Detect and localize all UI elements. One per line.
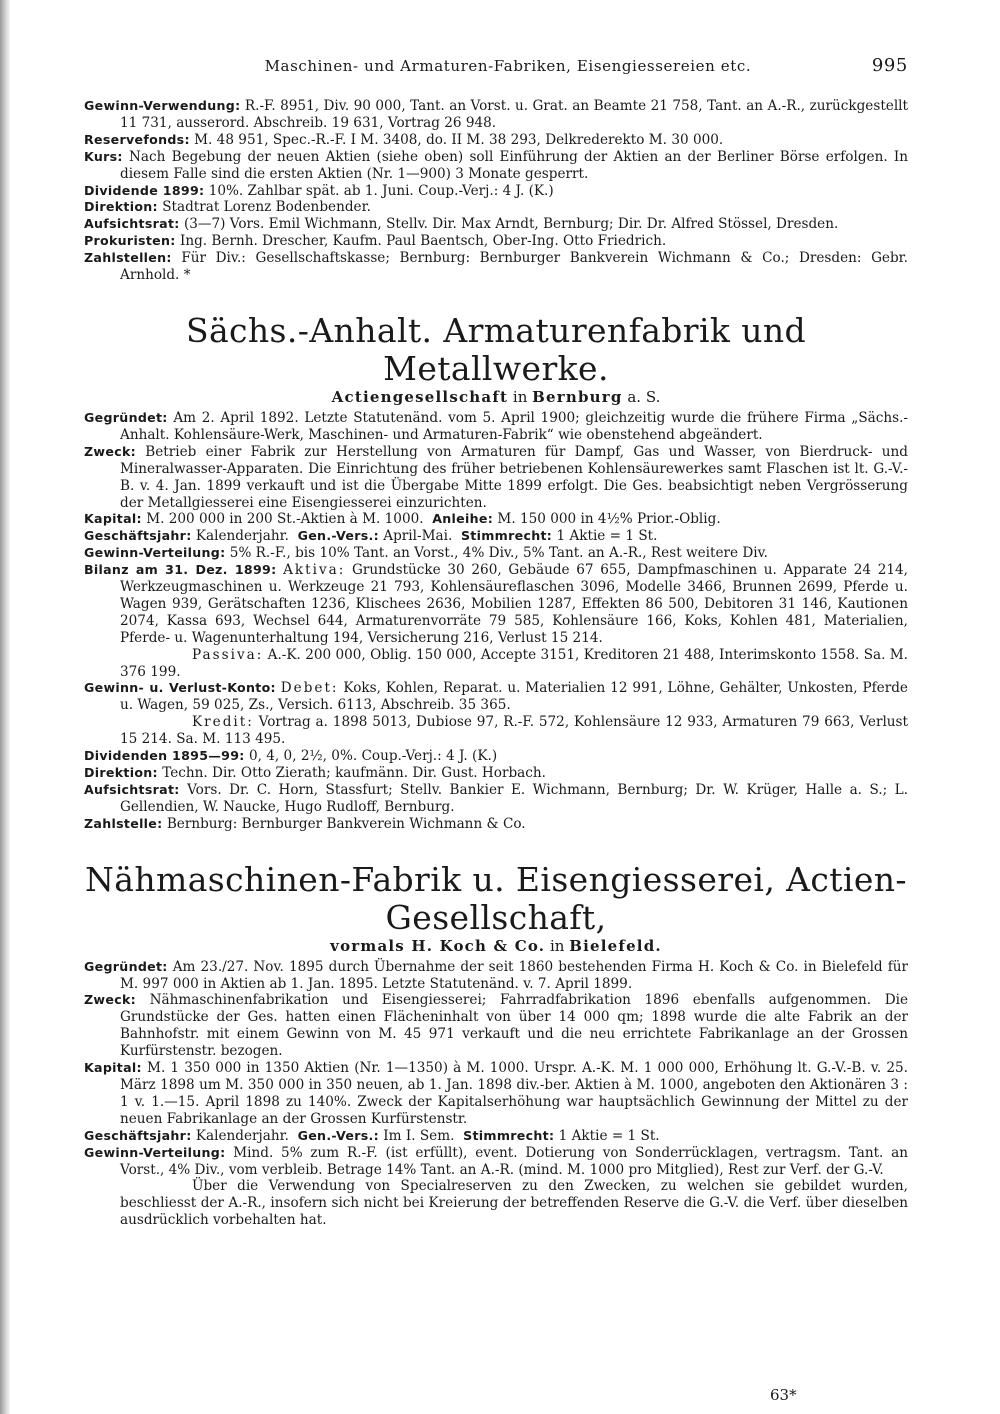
firm-legal-form: Actiengesellschaft	[331, 387, 509, 406]
entry-label: Gen.-Vers.:	[297, 1127, 379, 1143]
entry-text: Ing. Bernh. Drescher, Kaufm. Paul Baentsch, Ober-Ing. Otto Friedrich.	[179, 233, 667, 250]
entry-text: 10%. Zahlbar spät. ab 1. Juni. Coup.-Verj.: 4 J. (K.)	[208, 182, 554, 199]
entry-text: M. 1 350 000 in 1350 Aktien (Nr. 1—1350) à M. 1000. Urspr. A.-K. M. 1 000 000, Erhöhung lt. G.-V.-B. v. 25. März 1898 um M. 350 000 in 350 neuen, ab 1. Jan. 1898 div.-ber. Aktien à M. 1000, angeboten den Aktionären 3 : 1 v. 1.—15. April 1898 zu 140%. Zweck der Kapitalserhöhung war hauptsächlich Gewinnung der Mittel zu der neuen Fabrikanlage an der Grossen Kurfürstenstr.	[120, 1060, 909, 1127]
entry-text: Koks, Kohlen, Reparat. u. Materialien 12 991, Löhne, Gehälter, Unkosten, Pferde u. Wagen, 59 025, Zs., Versich. 6113, Abschreib. 35 365.	[120, 680, 908, 714]
entry-label: Gewinn-Verteilung:	[84, 545, 226, 561]
entry-text: 0, 4, 0, 2½, 0%. Coup.-Verj.: 4 J. (K.)	[248, 748, 498, 765]
cont-entry	[84, 199, 908, 216]
signature-mark: 63*	[770, 1386, 797, 1404]
entry-label: Stimmrecht:	[463, 1127, 555, 1143]
passiva-label: Passiva:	[192, 646, 264, 663]
firm-seat-suffix: a. S.	[627, 387, 661, 406]
firm1-direktion	[84, 765, 908, 782]
entry-text: Kalenderjahr.	[195, 1127, 289, 1144]
firm-subtitle	[84, 937, 908, 955]
entry-text: Grundstücke 30 260, Gebäude 67 655, Dampfmaschinen u. Apparate 24 214, Werkzeugmaschinen u. Werkzeuge 21 793, Kohlensäureflaschen 3096, Modelle 3466, Brunnen 2699, Pferde u. Wagen 939, Gerätschaften 1236, Klischees 2636, Mobilien 1287, Effekten 86 500, Debitoren 31 146, Kautionen 2074, Kassa 693, Wechsel 644, Armaturenvorräte 79 585, Kohlensäure 166, Koks, Kohlen 481, Materialien, Pferde- u. Wagenunterhaltung 194, Versicherung 216, Verlust 15 214.	[120, 562, 908, 646]
entry-label: Direktion:	[84, 199, 158, 215]
entry-label: Geschäftsjahr:	[84, 528, 192, 544]
firm1-dividenden	[84, 748, 908, 765]
entry-text: Betrieb einer Fabrik zur Herstellung von Armaturen für Dampf, Gas und Wasser, von Bierdruck- und Mineralwasser-Apparaten. Die Einrichtung des früher betriebenen Kohlensäurewerkes samt Flaschen ist lt. G.-V.-B. v. 4. Jan. 1899 verkauft und ist die Übergabe Mitte 1899 erfolgt. Die Ges. beabsichtigt neben Vergrösserung der Metallgiesserei eine Eisengiesserei einzurichten.	[120, 443, 908, 511]
running-title: Maschinen- und Armaturen-Fabriken, Eisengiessereien etc.	[264, 57, 752, 75]
firm2-gewinn-verteilung	[84, 1145, 908, 1179]
firm-former-name: vormals H. Koch & Co.	[330, 936, 546, 955]
cont-entry	[84, 216, 908, 233]
entry-label: Gewinn- u. Verlust-Konto:	[84, 680, 276, 696]
firm-sub-in: in	[550, 936, 565, 955]
cont-entry	[84, 233, 908, 250]
entry-label: Gen.-Vers.:	[297, 528, 379, 544]
cont-entry	[84, 250, 908, 284]
entry-text: M. 200 000 in 200 St.-Aktien à M. 1000.	[146, 511, 424, 528]
entry-text: Nach Begebung der neuen Aktien (siehe oben) soll Einführung der Aktien an der Berliner Börse erfolgen. In diesem Falle sind die ersten Aktien (Nr. 1—900) 3 Monate gesperrt.	[120, 148, 909, 182]
entry-text: A.-K. 200 000, Oblig. 150 000, Accepte 3151, Kreditoren 21 488, Interimskonto 1558. Sa. M. 376 199.	[120, 646, 909, 680]
entry-label: Kurs:	[84, 148, 123, 164]
entry-text: Stadtrat Lorenz Bodenbender.	[162, 199, 371, 216]
entry-label: Zweck:	[84, 992, 136, 1008]
entry-label: Prokuristen:	[84, 233, 176, 249]
aktiva-label: Aktiva:	[283, 562, 346, 579]
entry-text: Mind. 5% zum R.-F. (ist erfüllt), event. Dotierung von Sonderrücklagen, vertragsm. Tant. an Vorst., 4% Div., vom verbleib. Betrage 14% Tant. an A.-R. (mind. M. 1000 pro Mitglied), Rest zur Verf. der G.-V.	[120, 1144, 908, 1178]
entry-label: Dividende 1899:	[84, 182, 205, 198]
entry-text: 1 Aktie = 1 St.	[558, 1127, 660, 1144]
firm2-geschaeftsjahr	[84, 1128, 908, 1145]
entry-label: Gegründet:	[84, 958, 168, 974]
firm1-passiva	[84, 647, 908, 681]
entry-label: Aufsichtsrat:	[84, 216, 180, 232]
firm1-kredit	[84, 714, 908, 748]
cont-entry	[84, 98, 908, 132]
entry-text: Im I. Sem.	[383, 1127, 455, 1144]
firm-subtitle	[84, 388, 908, 406]
page-number: 995	[871, 55, 908, 76]
entry-label: Zahlstelle:	[84, 815, 163, 831]
firm-title: Nähmaschinen-Fabrik u. Eisengiesserei, Actien-Gesellschaft,	[85, 859, 907, 937]
entry-label: Gegründet:	[84, 409, 168, 425]
entry-text: Vortrag a. 1898 5013, Dubiose 97, R.-F. 572, Kohlensäure 12 933, Armaturen 79 663, Verlust 15 214. Sa. M. 113 495.	[120, 714, 908, 748]
firm1-guv	[84, 680, 908, 714]
entry-label: Bilanz am 31. Dez. 1899:	[84, 562, 277, 578]
entry-label: Anleihe:	[432, 511, 494, 527]
entry-label: Gewinn-Verwendung:	[84, 98, 241, 113]
page-body	[84, 55, 909, 1229]
entry-label: Kapital:	[84, 1060, 142, 1076]
entry-label: Zweck:	[84, 443, 136, 459]
entry-text: Nähmaschinenfabrikation und Eisengiesserei; Fahrradfabrikation 1896 ebenfalls aufgenommen. Die Grundstücke der Ges. hatten einen Flächeninhalt von über 14 000 qm; 1898 wurde die alte Fabrik an der Bahnhofstr. mit einem Gewinn von M. 45 971 verkauft und die neu errichtete Fabrikanlage an der Grossen Kurfürstenstr. bezogen.	[120, 992, 909, 1060]
firm2-special-reserves-note: Über die Verwendung von Specialreserven zu den Zwecken, zu welchen sie gebildet wurden, beschliesst der A.-R., insofern sich nicht bei Kreierung der betreffenden Reserve die G.-V. die Verf. über dieselben ausdrücklich vorbehalten hat.	[120, 1178, 908, 1229]
entry-label: Kapital:	[84, 511, 142, 527]
firm-seat: Bielefeld.	[569, 936, 662, 955]
firm2-kapital	[84, 1060, 908, 1128]
entry-text: Bernburg: Bernburger Bankverein Wichmann & Co.	[166, 815, 526, 832]
entry-label: Direktion:	[84, 765, 158, 780]
entry-label: Geschäftsjahr:	[84, 1127, 192, 1143]
entry-text: Kalenderjahr.	[195, 528, 289, 545]
entry-text: M. 150 000 in 4½% Prior.-Oblig.	[497, 511, 721, 528]
cont-entry	[84, 149, 908, 183]
debet-label: Debet:	[280, 680, 339, 697]
entry-text: R.-F. 8951, Div. 90 000, Tant. an Vorst. u. Grat. an Beamte 21 758, Tant. an A.-R., zurückgestellt 11 731, ausserord. Abschreib. 19 631, Vortrag 26 948.	[120, 98, 908, 131]
book-spine-shadow	[0, 0, 10, 1414]
firm1-geschaeftsjahr	[84, 528, 908, 545]
entry-label: Aufsichtsrat:	[84, 781, 180, 797]
firm1-zweck	[84, 444, 908, 512]
entry-label: Dividenden 1895—99:	[84, 748, 245, 764]
kredit-label: Kredit:	[192, 714, 254, 731]
firm-sub-in: in	[512, 387, 528, 406]
firm2-gegruendet	[84, 959, 908, 993]
entry-text: Vors. Dr. C. Horn, Stassfurt; Stellv. Bankier E. Wichmann, Bernburg; Dr. W. Krüger, Halle a. S.; L. Gellendien, W. Naucke, Hugo Rudloff, Bernburg.	[120, 781, 908, 815]
firm1-kapital	[84, 511, 908, 528]
entry-text: Am 23./27. Nov. 1895 durch Übernahme der seit 1860 bestehenden Firma H. Koch & Co. in Bielefeld für M. 997 000 in Aktien ab 1. Jan. 1895. Letzte Statutenänd. v. 7. April 1899.	[120, 958, 908, 992]
firm2-zweck	[84, 992, 908, 1060]
firm1-aufsichtsrat	[84, 782, 908, 816]
entry-text: Techn. Dir. Otto Zierath; kaufmänn. Dir. Gust. Horbach.	[162, 765, 546, 781]
firm-seat: Bernburg	[532, 387, 623, 406]
firm1-gegruendet	[84, 410, 908, 444]
entry-text: (3—7) Vors. Emil Wichmann, Stellv. Dir. Max Arndt, Bernburg; Dir. Dr. Alfred Stössel, Dresden.	[183, 216, 839, 233]
cont-entry	[84, 183, 908, 200]
entry-text: M. 48 951, Spec.-R.-F. I M. 3408, do. II M. 38 293, Delkrederekto M. 30 000.	[194, 131, 724, 148]
cont-entry	[84, 132, 908, 149]
firm1-bilanz	[84, 562, 908, 647]
entry-label: Stimmrecht:	[460, 528, 553, 544]
entry-label: Reservefonds:	[84, 131, 190, 147]
entry-label: Gewinn-Verteilung:	[84, 1144, 226, 1160]
running-head	[84, 55, 908, 98]
firm-title: Sächs.-Anhalt. Armaturenfabrik und Metallwerke.	[185, 310, 807, 388]
firm1-gewinn-verteilung	[84, 545, 908, 562]
entry-text: 1 Aktie = 1 St.	[556, 528, 658, 545]
entry-text: Für Div.: Gesellschaftskasse; Bernburg: Bernburger Bankverein Wichmann & Co.; Dresden: Gebr. Arnhold. *	[120, 250, 908, 284]
entry-text: April-Mai.	[383, 528, 453, 545]
entry-text: Am 2. April 1892. Letzte Statutenänd. vom 5. April 1900; gleichzeitig wurde die frühere Firma „Sächs.-Anhalt. Kohlensäure-Werk, Maschinen- und Armaturen-Fabrik“ wie obenstehend abgeändert.	[120, 409, 908, 443]
entry-label: Zahlstellen:	[84, 250, 172, 266]
entry-text: 5% R.-F., bis 10% Tant. an Vorst., 4% Div., 5% Tant. an A.-R., Rest weitere Div.	[229, 545, 769, 562]
firm1-zahlstelle	[84, 816, 908, 833]
